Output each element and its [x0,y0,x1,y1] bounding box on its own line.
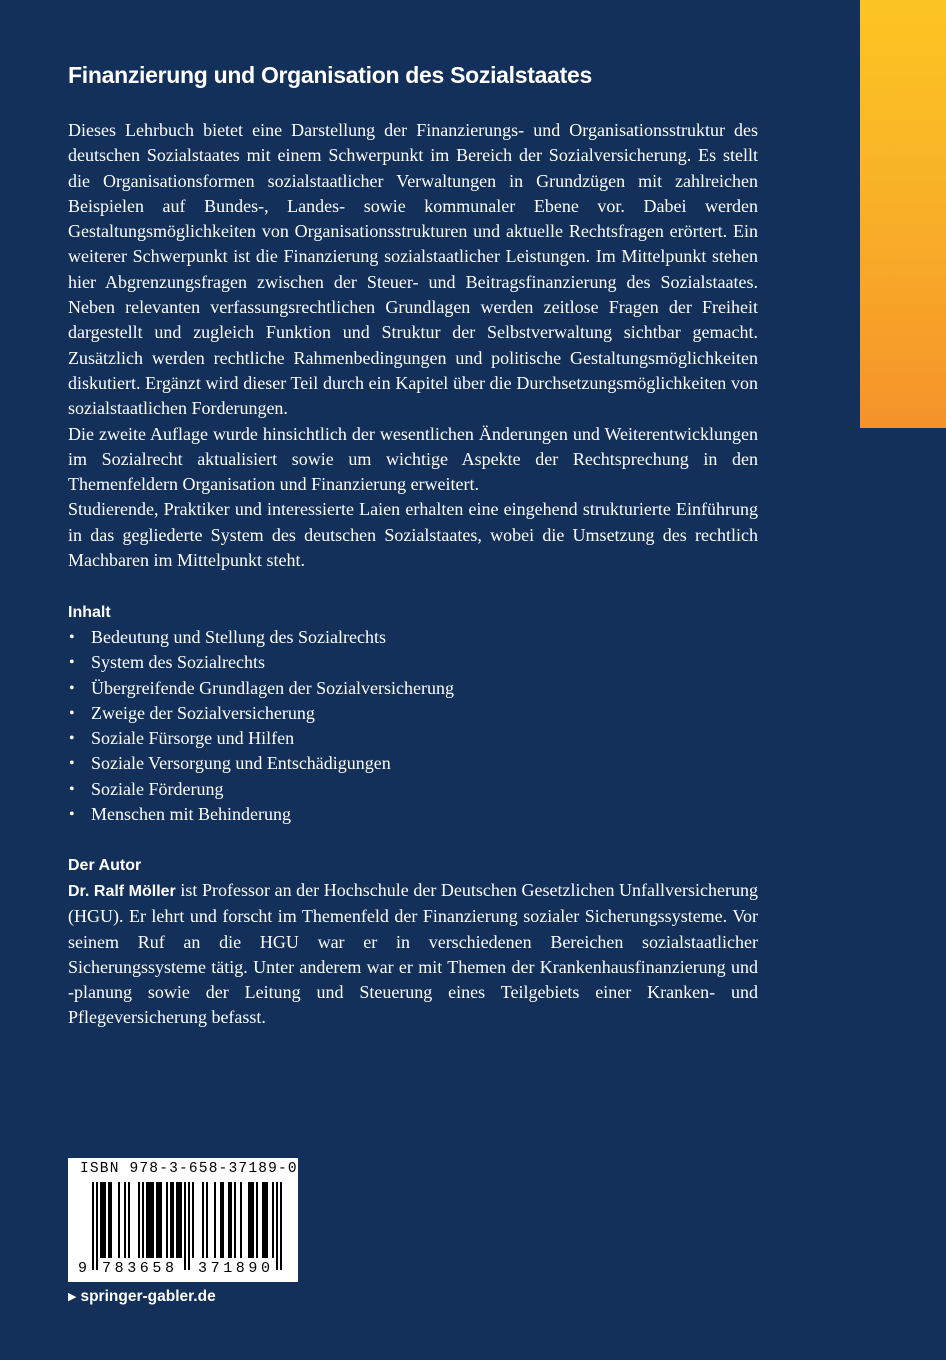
bullet-icon: • [69,704,75,722]
isbn-barcode [68,1158,298,1282]
barcode-bar [170,1182,172,1258]
description-paragraph-2: Die zweite Auflage wurde hinsichtlich der wesentlichen Änderungen und Weiterentwicklungen im Sozialrecht aktualisiert sowie um wichtige Aspekte der Rechtsprechung in den Themenfeldern Organisation und Finanzierung erweitert. [68,423,758,495]
barcode-guard-bar [280,1182,282,1270]
publisher-url: springer-gabler.de [80,1288,216,1305]
bullet-icon: • [69,730,75,748]
list-item: • Menschen mit Behinderung [68,802,758,827]
barcode-guard-bar [96,1182,98,1270]
barcode-bar [128,1182,130,1258]
barcode-bar [160,1182,162,1258]
contents-heading: Inhalt [68,604,111,621]
bullet-icon: • [69,780,75,798]
barcode-bar [192,1182,194,1258]
ean-right-group: 371890 [198,1260,274,1277]
author-bio [68,878,758,1031]
arrow-right-icon: ▶ [68,1291,77,1303]
barcode-bar [202,1182,204,1258]
description-paragraph-3: Studierende, Praktiker und interessierte Laien erhalten eine eingehend strukturierte Einführung in das gegliederte System des deutschen Sozialstaates, wobei die Umsetzung des rechtlich Machbaren im Mittelpunkt steht. [68,499,758,571]
accent-bar [860,0,946,428]
barcode-bar [138,1182,140,1258]
bullet-icon: • [69,755,75,773]
bullet-icon: • [69,806,75,824]
barcode-bar [166,1182,168,1258]
barcode-bar [250,1182,252,1258]
barcode-bar [220,1182,222,1258]
barcode-bar [214,1182,216,1258]
barcode-bar [148,1182,150,1258]
barcode-guard-bar [92,1182,94,1270]
barcode-bar [156,1182,158,1258]
barcode-bar [108,1182,110,1258]
list-item: • Übergreifende Grundlagen der Sozialversicherung [68,676,758,701]
author-section [68,853,758,1031]
list-item: • Soziale Förderung [68,777,758,802]
barcode-bar [172,1182,174,1258]
barcode-bar [230,1182,232,1258]
isbn-label: ISBN 978-3-658-37189-0 [80,1161,298,1177]
barcode-bar [180,1182,182,1258]
barcode-bar [262,1182,264,1258]
barcode-bar [176,1182,178,1258]
barcode-bar [252,1182,254,1258]
barcode-bar [240,1182,242,1258]
ean-first-digit: 9 [78,1260,88,1277]
barcode-bar [158,1182,160,1258]
author-name: Dr. Ralf Möller [68,883,176,900]
barcode-bar [266,1182,268,1258]
barcode-bar [110,1182,112,1258]
author-bio-text: ist Professor an der Hochschule der Deutschen Gesetzlichen Unfallversicherung (HGU). Er lehrt und forscht im Themenfeld der Finanzierung sozialer Sicherungssysteme. Vor seinem Ruf an die HGU war er in verschiedenen Bereichen sozialstaatlicher Sicherungssysteme tätig. Unter anderem war er mit Themen der Krankenhausfinanzierung und -planung sowie der Leitung und Steuerung eines Teilgebiets einer Kranken- und Pflegeversicherung befasst. [68,880,758,1028]
barcode-bar [248,1182,250,1258]
description-paragraph-1: Dieses Lehrbuch bietet eine Darstellung der Finanzierungs- und Organisationsstruktur des deutschen Sozialstaates mit einem Schwerpunkt im Bereich der Sozialversicherung. Es stellt die Organisationsformen sozialstaatlicher Verwaltungen in Grundzügen mit zahlreichen Beispielen auf Bundes-, Landes- sowie kommunaler Ebene vor. Dabei werden Gestaltungsmöglichkeiten von Organisationsstrukturen und aktuelle Rechtsfragen erörtert. Ein weiterer Schwerpunkt ist die Finanzierung sozialstaatlicher Leistungen. Im Mittelpunkt stehen hier Abgrenzungsfragen zwischen der Steuer- und Beitragsfinanzierung des Sozialstaates. Neben relevanten verfassungsrechtlichen Grundlagen werden zeitlose Fragen der Freiheit dargestellt und zugleich Funktion und Struktur der Selbstverwaltung sichtbar gemacht. Zusätzlich werden rechtliche Rahmenbedingungen und politische Gestaltungsmöglichkeiten diskutiert. Ergänzt wird dieser Teil durch ein Kapitel über die Durchsetzungsmöglichkeiten von sozialstaatlichen Forderungen. [68,120,758,419]
list-item: • Zweige der Sozialversicherung [68,701,758,726]
ean-left-group: 783658 [102,1260,178,1277]
contents-section [68,600,758,827]
barcode-bar [234,1182,236,1258]
barcode-bar [104,1182,106,1258]
list-item: • Soziale Fürsorge und Hilfen [68,726,758,751]
barcode-guard-bar [188,1182,190,1270]
publisher-link[interactable] [68,1288,216,1306]
bullet-icon: • [69,679,75,697]
list-item: • Bedeutung und Stellung des Sozialrechts [68,625,758,650]
barcode-bar [124,1182,126,1258]
bullet-icon: • [69,654,75,672]
book-title: Finanzierung und Organisation des Sozialstaates [68,62,592,88]
barcode-guard-bar [276,1182,278,1270]
barcode-bar [178,1182,180,1258]
author-heading: Der Autor [68,857,142,874]
barcode-bar [256,1182,258,1258]
barcode-bar [222,1182,224,1258]
list-item: • Soziale Versorgung und Entschädigungen [68,751,758,776]
barcode-bar [228,1182,230,1258]
barcode-bar [206,1182,208,1258]
contents-list [68,625,758,827]
barcode-guard-bar [184,1182,186,1270]
barcode-bar [152,1182,154,1258]
barcode-bar [272,1182,274,1258]
book-description [68,118,758,573]
barcode-bar [264,1182,266,1258]
barcode-bar [100,1182,102,1258]
barcode-bar [150,1182,152,1258]
barcode-bar [118,1182,120,1258]
barcode-bar [146,1182,148,1258]
list-item: • System des Sozialrechts [68,650,758,675]
barcode-bar [102,1182,104,1258]
bullet-icon: • [69,629,75,646]
barcode-bar [142,1182,144,1258]
